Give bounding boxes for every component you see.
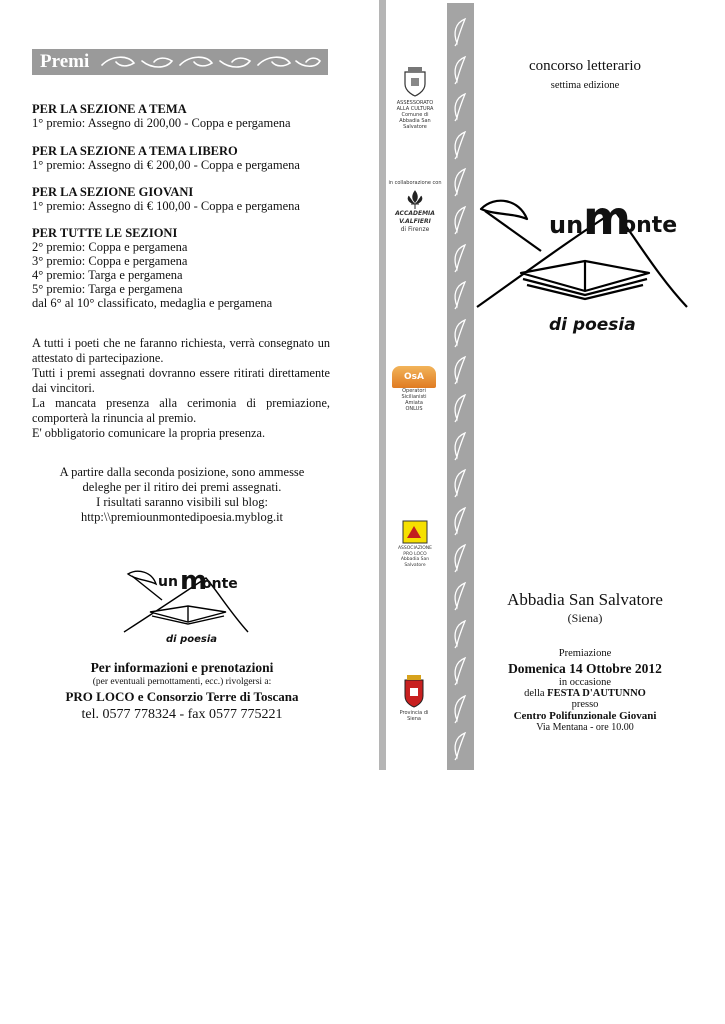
sponsor-line: Provincia di bbox=[399, 710, 429, 716]
section-giovani bbox=[32, 185, 332, 213]
prize-line: dal 6° al 10° classificato, medaglia e pergamena bbox=[32, 296, 273, 310]
sponsor-line: Siena bbox=[407, 716, 421, 722]
premi-title: Premi bbox=[40, 51, 90, 72]
sponsor-proloco bbox=[390, 520, 440, 568]
prize-line: 1° premio: Assegno di € 200,00 - Coppa e pergamena bbox=[32, 158, 300, 172]
proloco-logo-icon bbox=[402, 520, 428, 544]
province-name: (Siena) bbox=[567, 611, 603, 625]
contacts-block bbox=[32, 660, 332, 723]
logo-m: m bbox=[583, 191, 631, 245]
info-text: E' obbligatorio comunicare la propria presenza. bbox=[32, 426, 266, 440]
deleghe-text: deleghe per il ritiro dei premi assegnati. bbox=[82, 480, 282, 494]
prize-line: 4° premio: Targa e pergamena bbox=[32, 268, 183, 282]
prize-line: 5° premio: Targa e pergamena bbox=[32, 282, 183, 296]
prize-line: 1° premio: Assegno di € 100,00 - Coppa e pergamena bbox=[32, 199, 300, 213]
logo-m: m bbox=[180, 566, 208, 596]
quill-icon bbox=[449, 130, 471, 160]
un-monte-logo bbox=[475, 191, 690, 345]
quill-icon bbox=[449, 694, 471, 724]
section-heading: PER TUTTE LE SEZIONI bbox=[32, 226, 178, 240]
section-tema-libero bbox=[32, 144, 332, 172]
sponsor-line: ALLA CULTURA bbox=[396, 106, 434, 112]
quill-icon bbox=[449, 17, 471, 47]
sponsor-line: Abbadia San Salvatore bbox=[400, 557, 430, 568]
quill-icon bbox=[449, 581, 471, 611]
sponsor-line: Operatori bbox=[402, 388, 426, 394]
venue-name: Centro Polifunzionale Giovani bbox=[513, 710, 657, 722]
info-text: La mancata presenza alla cerimonia di premiazione, comporterà la rinuncia al premio. bbox=[32, 396, 330, 425]
contacts-note: (per eventuali pernottamenti, ecc.) rivolgersi a: bbox=[92, 677, 272, 687]
section-heading: PER LA SEZIONE A TEMA LIBERO bbox=[32, 144, 238, 158]
premi-header-bar bbox=[32, 49, 328, 75]
concorso-label: concorso letterario bbox=[528, 58, 642, 74]
place-name: Abbadia San Salvatore bbox=[507, 590, 663, 609]
section-heading: PER LA SEZIONE A TEMA bbox=[32, 102, 187, 116]
section-tutte bbox=[32, 226, 332, 310]
quill-icon bbox=[449, 280, 471, 310]
quill-icon bbox=[449, 468, 471, 498]
quill-icon bbox=[449, 393, 471, 423]
sponsor-assessorato bbox=[390, 66, 440, 130]
sponsor-line: PRO LOCO bbox=[403, 551, 427, 557]
logo-onte: onte bbox=[202, 576, 238, 592]
sponsor-line: ONLUS bbox=[405, 406, 423, 412]
contacts-phone: tel. 0577 778324 - fax 0577 775221 bbox=[81, 707, 283, 722]
sponsor-line: ACCADEMIA bbox=[395, 210, 435, 217]
quill-icon bbox=[449, 243, 471, 273]
prize-line: 2° premio: Coppa e pergamena bbox=[32, 240, 188, 254]
sponsor-line: di Firenze bbox=[400, 226, 430, 233]
province-arms-icon bbox=[403, 674, 425, 708]
sponsor-provincia bbox=[394, 674, 434, 722]
deleghe-text: A partire dalla seconda posizione, sono ammesse bbox=[59, 465, 305, 479]
edizione-label: settima edizione bbox=[550, 80, 620, 91]
quill-icon bbox=[449, 506, 471, 536]
sponsor-line: V.ALFIERI bbox=[399, 218, 431, 225]
info-text: A tutti i poeti che ne faranno richiesta, verrà consegnato un attestato di partecipazione. bbox=[32, 336, 330, 365]
vertical-divider bbox=[379, 0, 386, 770]
quill-icon bbox=[449, 167, 471, 197]
occasione-label: in occasione bbox=[558, 677, 612, 688]
logo-un: un bbox=[158, 574, 178, 590]
quill-icon bbox=[449, 543, 471, 573]
prize-line: 3° premio: Coppa e pergamena bbox=[32, 254, 188, 268]
sponsor-line: Amiata bbox=[405, 400, 423, 406]
quill-icon bbox=[449, 355, 471, 385]
section-heading: PER LA SEZIONE GIOVANI bbox=[32, 185, 194, 199]
osa-logo-icon: OsA bbox=[392, 366, 436, 388]
quill-icon bbox=[449, 92, 471, 122]
contacts-title: Per informazioni e prenotazioni bbox=[90, 660, 274, 675]
contacts-org: PRO LOCO e Consorzio Terre di Toscana bbox=[65, 689, 299, 704]
event-date: Domenica 14 Ottobre 2012 bbox=[508, 661, 662, 676]
event-block bbox=[480, 590, 690, 733]
blog-link[interactable]: http:\\premiounmontedipoesia.myblog.it bbox=[80, 510, 284, 524]
sponsor-osa bbox=[392, 366, 436, 412]
festa-prefix: della bbox=[524, 688, 545, 699]
deleghe-block bbox=[32, 465, 332, 525]
deleghe-text: I risultati saranno visibili sul blog: bbox=[96, 495, 268, 509]
coat-of-arms-icon bbox=[402, 66, 428, 98]
title-block bbox=[480, 58, 690, 91]
collab-note: in collaborazione con bbox=[388, 180, 442, 186]
quill-icon bbox=[449, 318, 471, 348]
fleur-de-lis-icon bbox=[406, 190, 424, 210]
section-tema bbox=[32, 102, 332, 130]
logo-onte: onte bbox=[621, 213, 678, 238]
quill-strip bbox=[447, 3, 474, 770]
prize-line: 1° premio: Assegno di 200,00 - Coppa e pergamena bbox=[32, 116, 291, 130]
sponsor-line: ASSESSORATO bbox=[396, 100, 434, 106]
quill-icon bbox=[449, 731, 471, 761]
logo-un: un bbox=[549, 211, 584, 239]
logo-subtitle: di poesia bbox=[166, 634, 218, 645]
sponsor-accademia bbox=[388, 190, 442, 234]
quill-icon bbox=[449, 656, 471, 686]
presso-label: presso bbox=[571, 699, 599, 710]
sponsor-line: Abbadia San Salvatore bbox=[399, 118, 431, 130]
quill-icon bbox=[449, 55, 471, 85]
sponsor-line: Comune di bbox=[401, 112, 429, 118]
sponsor-line: Sicilianisti bbox=[401, 394, 427, 400]
info-paragraph bbox=[32, 336, 330, 441]
premiazione-label: Premiazione bbox=[558, 648, 612, 659]
un-monte-logo-small bbox=[122, 566, 252, 651]
festa-name: FESTA D'AUTUNNO bbox=[547, 688, 646, 699]
ornament-icon bbox=[98, 53, 324, 71]
quill-icon bbox=[449, 205, 471, 235]
quill-icon bbox=[449, 431, 471, 461]
info-text: Tutti i premi assegnati dovranno essere ritirati direttamente dai vincitori. bbox=[32, 366, 330, 395]
logo-subtitle: di poesia bbox=[549, 315, 636, 335]
festa-line bbox=[480, 688, 690, 699]
quill-icon bbox=[449, 619, 471, 649]
sponsor-line: ASSOCIAZIONE bbox=[397, 546, 433, 551]
venue-address: Via Mentana - ore 10.00 bbox=[536, 722, 634, 733]
